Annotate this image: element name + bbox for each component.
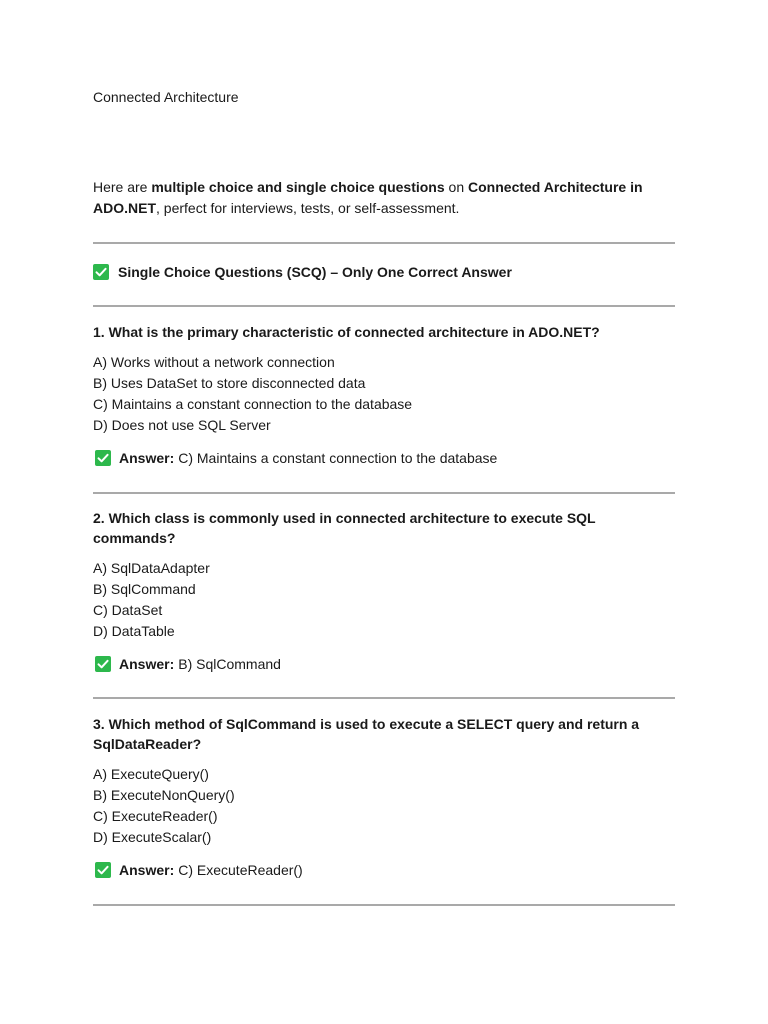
option-b: B) SqlCommand — [93, 581, 196, 597]
document-title: Connected Architecture — [93, 89, 239, 105]
intro-bold-1: multiple choice and single choice questions — [151, 179, 445, 195]
option-c: C) DataSet — [93, 602, 163, 618]
option-a: A) ExecuteQuery() — [93, 766, 209, 782]
question-1 — [93, 322, 675, 468]
option-c: C) Maintains a constant connection to the database — [93, 396, 413, 412]
option-c: C) ExecuteReader() — [93, 808, 218, 824]
section-heading-text: Single Choice Questions (SCQ) – Only One Correct Answer — [118, 264, 512, 280]
divider — [93, 697, 675, 699]
answer-label: Answer: — [119, 450, 175, 466]
answer-value: B) SqlCommand — [178, 656, 281, 672]
intro-text-1: Here are — [93, 179, 152, 195]
check-mark-icon — [95, 862, 111, 878]
question-2 — [93, 508, 675, 674]
question-text: 3. Which method of SqlCommand is used to execute a SELECT query and return a SqlDataReader? — [93, 716, 640, 752]
check-mark-icon — [95, 656, 111, 672]
question-text: 2. Which class is commonly used in connected architecture to execute SQL commands? — [93, 510, 596, 546]
option-a: A) Works without a network connection — [93, 354, 335, 370]
option-b: B) Uses DataSet to store disconnected data — [93, 375, 366, 391]
option-d: D) ExecuteScalar() — [93, 829, 212, 845]
answer-line — [95, 448, 675, 468]
intro-bold-2: Connected Architecture in ADO.NET — [93, 179, 643, 216]
divider — [93, 242, 675, 244]
option-b: B) ExecuteNonQuery() — [93, 787, 235, 803]
answer-line — [95, 654, 675, 674]
option-a: A) SqlDataAdapter — [93, 560, 210, 576]
answer-line — [95, 860, 675, 880]
check-mark-icon — [95, 450, 111, 466]
option-list — [93, 558, 675, 642]
intro-text-3: , perfect for interviews, tests, or self-assessment. — [156, 200, 460, 216]
option-list — [93, 764, 675, 848]
answer-label: Answer: — [119, 862, 175, 878]
option-list — [93, 352, 675, 436]
answer-value: C) ExecuteReader() — [178, 862, 303, 878]
divider — [93, 305, 675, 307]
answer-value: C) Maintains a constant connection to the database — [178, 450, 498, 466]
intro-text-2: on — [444, 179, 469, 195]
divider — [93, 492, 675, 494]
question-3 — [93, 714, 675, 880]
answer-label: Answer: — [119, 656, 175, 672]
divider — [93, 904, 675, 906]
check-mark-icon — [93, 264, 109, 280]
intro-paragraph — [93, 177, 675, 219]
option-d: D) Does not use SQL Server — [93, 417, 271, 433]
option-d: D) DataTable — [93, 623, 175, 639]
question-text: 1. What is the primary characteristic of connected architecture in ADO.NET? — [93, 324, 600, 340]
section-heading — [93, 262, 512, 282]
